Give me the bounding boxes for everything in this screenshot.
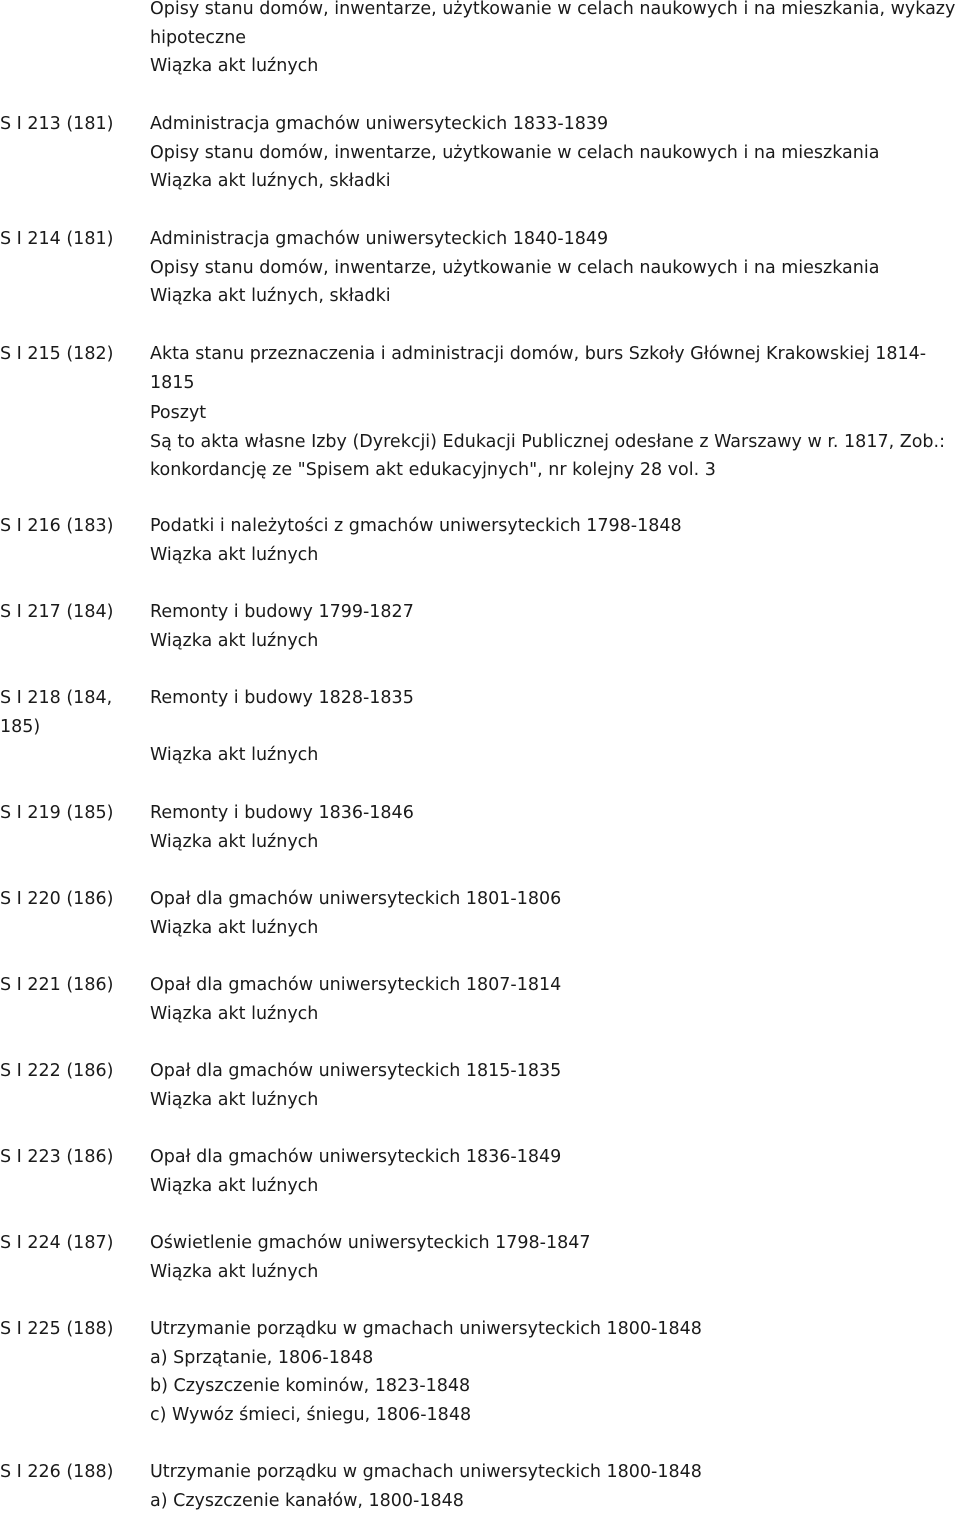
entry-line: Utrzymanie porządku w gmachach uniwersyteckich 1800-1848 <box>150 1319 702 1339</box>
entry-line: Wiązka akt luźnych <box>150 544 319 565</box>
entry-signature: S I 215 (182) <box>0 344 114 364</box>
entry-signature: S I 223 (186) <box>0 1147 114 1167</box>
entry-line: Administracja gmachów uniwersyteckich 1840-1849 <box>150 229 609 249</box>
entry-description <box>150 1458 950 1515</box>
entry-description <box>150 110 950 196</box>
entry-description <box>150 598 950 655</box>
entry-line: 1815 <box>150 372 195 393</box>
entry-signature: S I 214 (181) <box>0 229 114 249</box>
entry-line: Wiązka akt luźnych, składki <box>150 171 391 192</box>
entry-signature: S I 219 (185) <box>0 803 114 823</box>
entry-signature: S I 222 (186) <box>0 1061 114 1081</box>
entry-line: Opał dla gmachów uniwersyteckich 1807-1814 <box>150 975 562 995</box>
entry-line: Remonty i budowy 1799-1827 <box>150 602 414 622</box>
entry-signature: S I 224 (187) <box>0 1233 114 1253</box>
entry-line: Wiązka akt luźnych <box>150 1003 319 1024</box>
entry-line: a) Czyszczenie kanałów, 1800-1848 <box>150 1490 464 1511</box>
entry-line: Utrzymanie porządku w gmachach uniwersyteckich 1800-1848 <box>150 1462 702 1482</box>
entry-description <box>150 971 950 1028</box>
entry-line: Wiązka akt luźnych, składki <box>150 286 391 307</box>
entry-line: Wiązka akt luźnych <box>150 745 319 766</box>
entry-line: a) Sprzątanie, 1806-1848 <box>150 1347 374 1368</box>
entry-line <box>150 713 950 742</box>
entry-line: Remonty i budowy 1836-1846 <box>150 803 414 823</box>
entry-line: Opisy stanu domów, inwentarze, użytkowanie w celach naukowych i na mieszkania, wykazy <box>150 0 956 19</box>
entry-signature: S I 217 (184) <box>0 602 114 622</box>
entry-description <box>150 1229 950 1286</box>
entry-line: Wiązka akt luźnych <box>150 630 319 651</box>
entry-line: c) Wywóz śmieci, śniegu, 1806-1848 <box>150 1404 472 1425</box>
entry-description <box>150 799 950 856</box>
entry-line: Opał dla gmachów uniwersyteckich 1836-1849 <box>150 1147 562 1167</box>
entry-line: Wiązka akt luźnych <box>150 1175 319 1196</box>
entry-line: Wiązka akt luźnych <box>150 831 319 852</box>
entry-description <box>150 684 950 770</box>
entry-line: Wiązka akt luźnych <box>150 1261 319 1282</box>
entry-line: Są to akta własne Izby (Dyrekcji) Edukacji Publicznej odesłane z Warszawy w r. 1817, Zob.: <box>150 431 945 452</box>
entry-line: Wiązka akt luźnych <box>150 1089 319 1110</box>
entry-line: Opisy stanu domów, inwentarze, użytkowanie w celach naukowych i na mieszkania <box>150 142 880 163</box>
entry-description <box>150 1315 950 1429</box>
entry-line: b) Czyszczenie kominów, 1823-1848 <box>150 1376 471 1397</box>
entry-description <box>150 1057 950 1114</box>
entry-signature: S I 218 (184, 185) <box>0 688 113 737</box>
entry-line: Oświetlenie gmachów uniwersyteckich 1798-1847 <box>150 1233 591 1253</box>
entry-description <box>150 225 950 311</box>
entry-signature: S I 226 (188) <box>0 1462 114 1482</box>
entry-line: Administracja gmachów uniwersyteckich 1833-1839 <box>150 114 609 134</box>
entry-line: Opisy stanu domów, inwentarze, użytkowanie w celach naukowych i na mieszkania <box>150 257 880 278</box>
entry-signature: S I 213 (181) <box>0 114 114 134</box>
entry-description <box>150 340 950 485</box>
entry-line: Remonty i budowy 1828-1835 <box>150 688 414 708</box>
entry-line: Wiązka akt luźnych <box>150 56 319 77</box>
entry-signature: S I 216 (183) <box>0 516 114 536</box>
entry-line: Wiązka akt luźnych <box>150 917 319 938</box>
entry-line: Akta stanu przeznaczenia i administracji domów, burs Szkoły Głównej Krakowskiej 1814- <box>150 344 927 364</box>
entry-signature: S I 225 (188) <box>0 1319 114 1339</box>
entry-description <box>150 512 950 569</box>
entry-signature: S I 221 (186) <box>0 975 114 995</box>
entry-line: hipoteczne <box>150 27 247 48</box>
entry-line: Opał dla gmachów uniwersyteckich 1801-1806 <box>150 889 562 909</box>
entry-description <box>150 885 950 942</box>
entry-line: Poszyt <box>150 403 207 424</box>
entry-line: Opał dla gmachów uniwersyteckich 1815-1835 <box>150 1061 562 1081</box>
entry-signature: S I 220 (186) <box>0 889 114 909</box>
entry-line: konkordancję ze "Spisem akt edukacyjnych", nr kolejny 28 vol. 3 <box>150 460 716 481</box>
entry-description <box>150 0 956 81</box>
entry-description <box>150 1143 950 1200</box>
entry-line: Podatki i należytości z gmachów uniwersyteckich 1798-1848 <box>150 516 682 536</box>
